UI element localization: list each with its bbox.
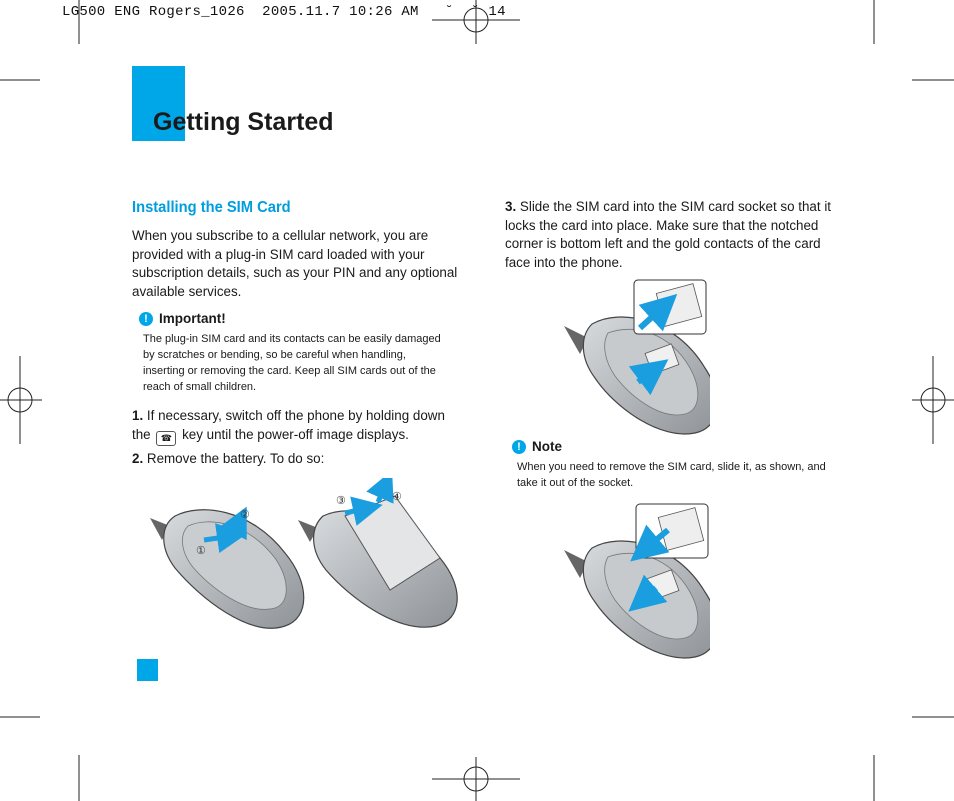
step-1-text-after: key until the power-off image displays.	[182, 426, 409, 442]
page-number-block	[137, 659, 158, 681]
step-1-text: If necessary, switch off the phone by holding down the	[132, 408, 445, 442]
note-text: When you need to remove the SIM card, slide it, as shown, and take it out of the socket.	[517, 461, 826, 489]
note-heading: Note	[532, 439, 562, 454]
important-text: The plug-in SIM card and its contacts can be easily damaged by scratches or bending, so be careful when handling, inserting or removing the card. Keep all SIM cards out of the reach of small children.	[143, 333, 441, 393]
important-heading: Important!	[159, 311, 226, 326]
intro-paragraph: When you subscribe to a cellular network, you are provided with a plug-in SIM card loaded with your subscription details, such as your PIN and any optional available services.	[132, 228, 458, 299]
step-3-number: 3.	[505, 199, 517, 214]
phone-battery-lifted	[298, 484, 457, 627]
figure-label-3: ③	[336, 495, 346, 507]
step-1-number: 1.	[132, 408, 144, 423]
end-key-icon: ☎	[156, 431, 176, 446]
important-callout	[139, 311, 459, 395]
phone-back-closed	[150, 509, 304, 628]
print-header: LG500 ENG Rogers_1026 2005.11.7 10:26 AM ˘ ˘ 14	[62, 4, 506, 20]
figure-label-4: ④	[392, 491, 402, 503]
exclamation-icon: !	[139, 312, 153, 326]
exclamation-icon: !	[512, 440, 526, 454]
step-3	[505, 198, 835, 272]
note-callout	[512, 439, 832, 491]
section-title: Installing the SIM Card	[132, 199, 291, 216]
step-3-text: Slide the SIM card into the SIM card socket so that it locks the card into place. Make sure that the notched corner is bottom left and the gold contacts of the card face into the phone.	[505, 199, 832, 270]
figure-label-1: ①	[196, 545, 206, 557]
page-title: Getting Started	[153, 108, 334, 136]
step-2-text: Remove the battery. To do so:	[146, 451, 325, 466]
figure-label-2: ②	[240, 509, 250, 521]
step-1	[132, 407, 462, 446]
step-2-number: 2.	[132, 451, 144, 466]
important-heading-row	[139, 311, 459, 326]
sim-remove-illustration	[560, 502, 710, 664]
sim-insert-illustration	[560, 278, 710, 443]
battery-removal-illustration	[140, 478, 465, 658]
step-2	[132, 450, 462, 469]
